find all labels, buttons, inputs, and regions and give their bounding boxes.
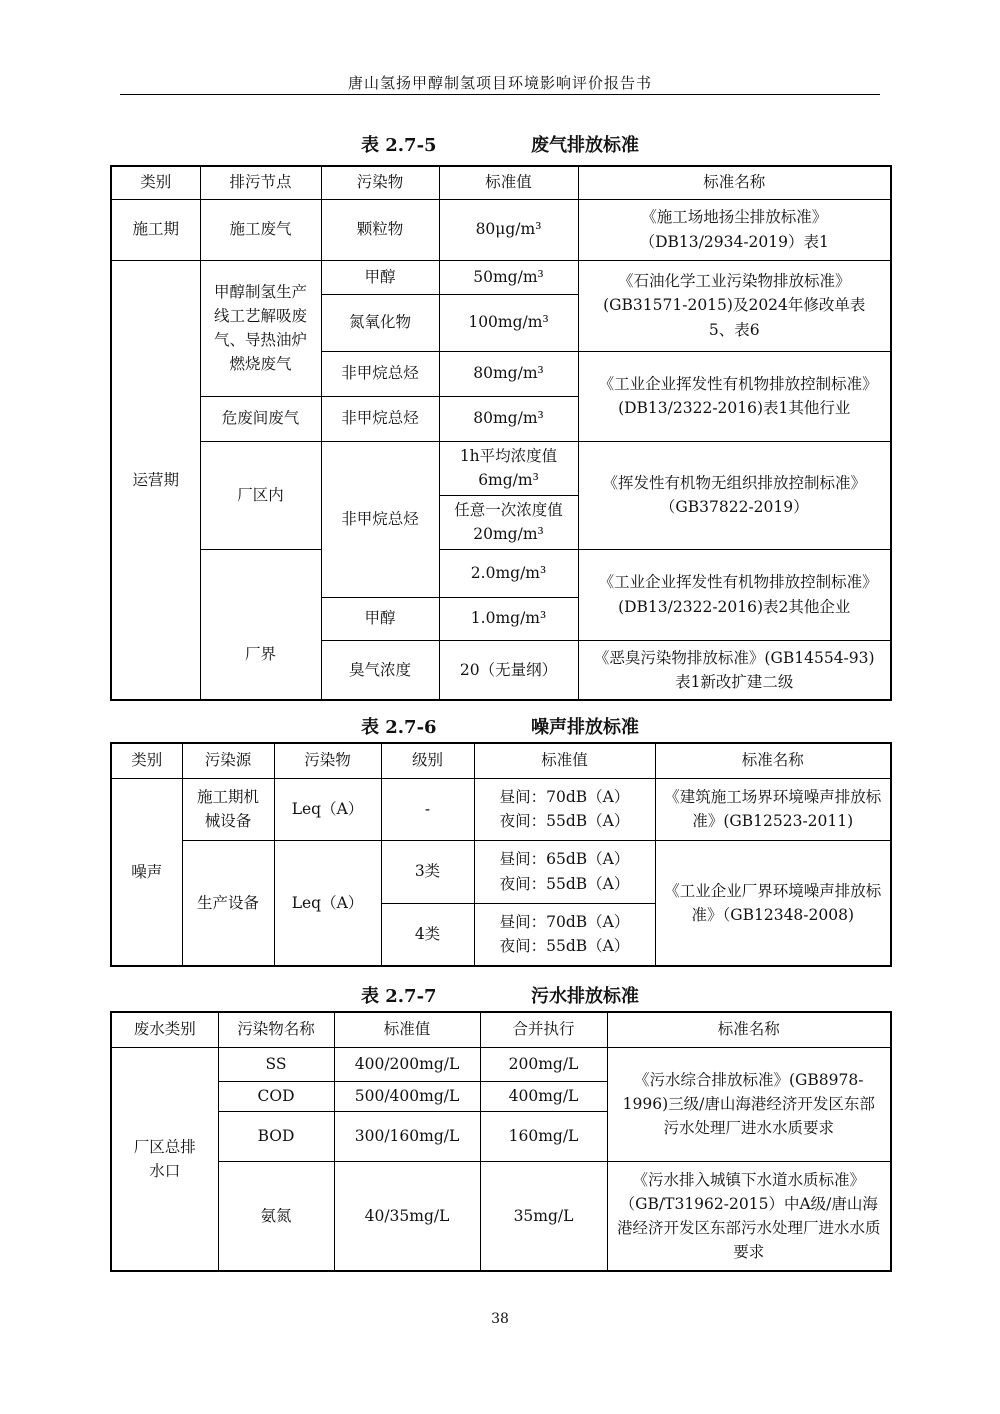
table-header-row	[111, 166, 891, 199]
table-header-row	[111, 743, 891, 778]
node-cell: 厂界	[200, 549, 321, 700]
standard-cell: 《挥发性有机物无组织排放控制标准》（GB37822-2019）	[578, 441, 891, 549]
source-cell: 生产设备	[182, 840, 274, 966]
table3-caption-title: 污水排放标准	[531, 986, 639, 1007]
night-value: 夜间：55dB（A）	[499, 937, 630, 956]
value-cell	[474, 778, 655, 840]
category-cell: 运营期	[111, 260, 200, 700]
node-cell: 甲醇制氢生产线工艺解吸废气、导热油炉燃烧废气	[200, 260, 321, 396]
table-row	[111, 778, 891, 840]
value-cell: 80μg/m³	[439, 199, 578, 260]
column-header: 标准名称	[578, 166, 891, 199]
pollutant-cell: 颗粒物	[321, 199, 439, 260]
pollutant-cell: SS	[218, 1047, 334, 1081]
table-row	[111, 441, 891, 495]
table-row	[111, 1161, 891, 1271]
category-cell: 施工期	[111, 199, 200, 260]
table-row	[111, 199, 891, 260]
pollutant-cell: Leq（A）	[274, 778, 381, 840]
value-cell: 任意一次浓度值20mg/m³	[439, 495, 578, 549]
level-cell: 4类	[381, 903, 474, 966]
value-cell: 300/160mg/L	[334, 1111, 480, 1161]
standard-cell: 《施工场地扬尘排放标准》（DB13/2934-2019）表1	[578, 199, 891, 260]
column-header: 污染物名称	[218, 1012, 334, 1047]
column-header: 类别	[111, 743, 182, 778]
value-cell: 1.0mg/m³	[439, 597, 578, 640]
category-cell: 噪声	[111, 778, 182, 966]
header-divider	[120, 94, 880, 95]
category-cell: 厂区总排水口	[111, 1047, 218, 1271]
value-cell: 80mg/m³	[439, 351, 578, 396]
column-header: 标准值	[334, 1012, 480, 1047]
standard-cell: 《工业企业挥发性有机物排放控制标准》(DB13/2322-2016)表2其他企业	[578, 549, 891, 640]
value-cell: 500/400mg/L	[334, 1081, 480, 1111]
node-cell: 危废间废气	[200, 396, 321, 441]
combined-cell: 200mg/L	[480, 1047, 607, 1081]
column-header: 标准值	[439, 166, 578, 199]
table-header-row	[111, 1012, 891, 1047]
pollutant-cell: COD	[218, 1081, 334, 1111]
table3-caption	[110, 982, 890, 1008]
standard-cell: 《石油化学工业污染物排放标准》(GB31571-2015)及2024年修改单表5、表6	[578, 260, 891, 351]
column-header: 标准值	[474, 743, 655, 778]
combined-cell: 160mg/L	[480, 1111, 607, 1161]
exhaust-gas-standards-table	[110, 165, 892, 701]
document-header: 唐山氢扬甲醇制氢项目环境影响评价报告书	[347, 74, 652, 92]
node-cell: 施工废气	[200, 199, 321, 260]
pollutant-cell: 非甲烷总烃	[321, 396, 439, 441]
column-header: 类别	[111, 166, 200, 199]
table-row	[111, 1047, 891, 1081]
value-cell: 100mg/m³	[439, 294, 578, 351]
column-header: 污染物	[321, 166, 439, 199]
column-header: 标准名称	[655, 743, 891, 778]
pollutant-cell: 臭气浓度	[321, 640, 439, 700]
pollutant-cell: 非甲烷总烃	[321, 351, 439, 396]
pollutant-cell: BOD	[218, 1111, 334, 1161]
table2-caption	[110, 713, 890, 739]
value-cell	[474, 840, 655, 903]
day-value: 昼间：65dB（A）	[499, 850, 630, 869]
source-cell: 施工期机械设备	[182, 778, 274, 840]
value-cell: 50mg/m³	[439, 260, 578, 294]
column-header: 标准名称	[607, 1012, 891, 1047]
value-cell: 80mg/m³	[439, 396, 578, 441]
level-cell: -	[381, 778, 474, 840]
pollutant-cell: 氨氮	[218, 1161, 334, 1271]
night-value: 夜间：55dB（A）	[499, 874, 630, 893]
pollutant-cell: 甲醇	[321, 260, 439, 294]
level-cell: 3类	[381, 840, 474, 903]
column-header: 污染物	[274, 743, 381, 778]
value-cell: 400/200mg/L	[334, 1047, 480, 1081]
table3-caption-number: 表 2.7-7	[361, 986, 437, 1007]
value-cell: 1h平均浓度值6mg/m³	[439, 441, 578, 495]
value-cell: 2.0mg/m³	[439, 549, 578, 597]
standard-cell: 《恶臭污染物排放标准》(GB14554-93)表1新改扩建二级	[578, 640, 891, 700]
standard-cell: 《工业企业挥发性有机物排放控制标准》(DB13/2322-2016)表1其他行业	[578, 351, 891, 441]
column-header: 废水类别	[111, 1012, 218, 1047]
table2-caption-title: 噪声排放标准	[531, 717, 639, 738]
wastewater-standards-table	[110, 1011, 892, 1272]
pollutant-cell: 氮氧化物	[321, 294, 439, 351]
day-value: 昼间：70dB（A）	[499, 787, 630, 806]
table1-caption-title: 废气排放标准	[531, 135, 639, 156]
standard-cell: 《污水排入城镇下水道水质标准》（GB/T31962-2015）中A级/唐山海港经济开发区东部污水处理厂进水水质要求	[607, 1161, 891, 1271]
standard-cell: 《建筑施工场界环境噪声排放标准》(GB12523-2011)	[655, 778, 891, 840]
node-cell: 厂区内	[200, 441, 321, 549]
column-header: 污染源	[182, 743, 274, 778]
table-row	[111, 549, 891, 597]
page-number: 38	[491, 1311, 509, 1327]
column-header: 排污节点	[200, 166, 321, 199]
combined-cell: 35mg/L	[480, 1161, 607, 1271]
pollutant-cell: 甲醇	[321, 597, 439, 640]
pollutant-cell: 非甲烷总烃	[321, 441, 439, 597]
day-value: 昼间：70dB（A）	[499, 913, 630, 932]
noise-standards-table	[110, 742, 892, 967]
column-header: 级别	[381, 743, 474, 778]
value-cell: 40/35mg/L	[334, 1161, 480, 1271]
table1-caption-number: 表 2.7-5	[361, 135, 437, 156]
value-cell: 20（无量纲）	[439, 640, 578, 700]
table-row	[111, 260, 891, 294]
night-value: 夜间：55dB（A）	[499, 812, 630, 830]
table2-caption-number: 表 2.7-6	[361, 717, 437, 738]
value-cell	[474, 903, 655, 966]
combined-cell: 400mg/L	[480, 1081, 607, 1111]
standard-cell: 《工业企业厂界环境噪声排放标准》（GB12348-2008)	[655, 840, 891, 966]
standard-cell: 《污水综合排放标准》(GB8978-1996)三级/唐山海港经济开发区东部污水处理厂进水水质要求	[607, 1047, 891, 1161]
column-header: 合并执行	[480, 1012, 607, 1047]
table-row	[111, 840, 891, 903]
table1-caption	[110, 131, 890, 157]
pollutant-cell: Leq（A）	[274, 840, 381, 966]
